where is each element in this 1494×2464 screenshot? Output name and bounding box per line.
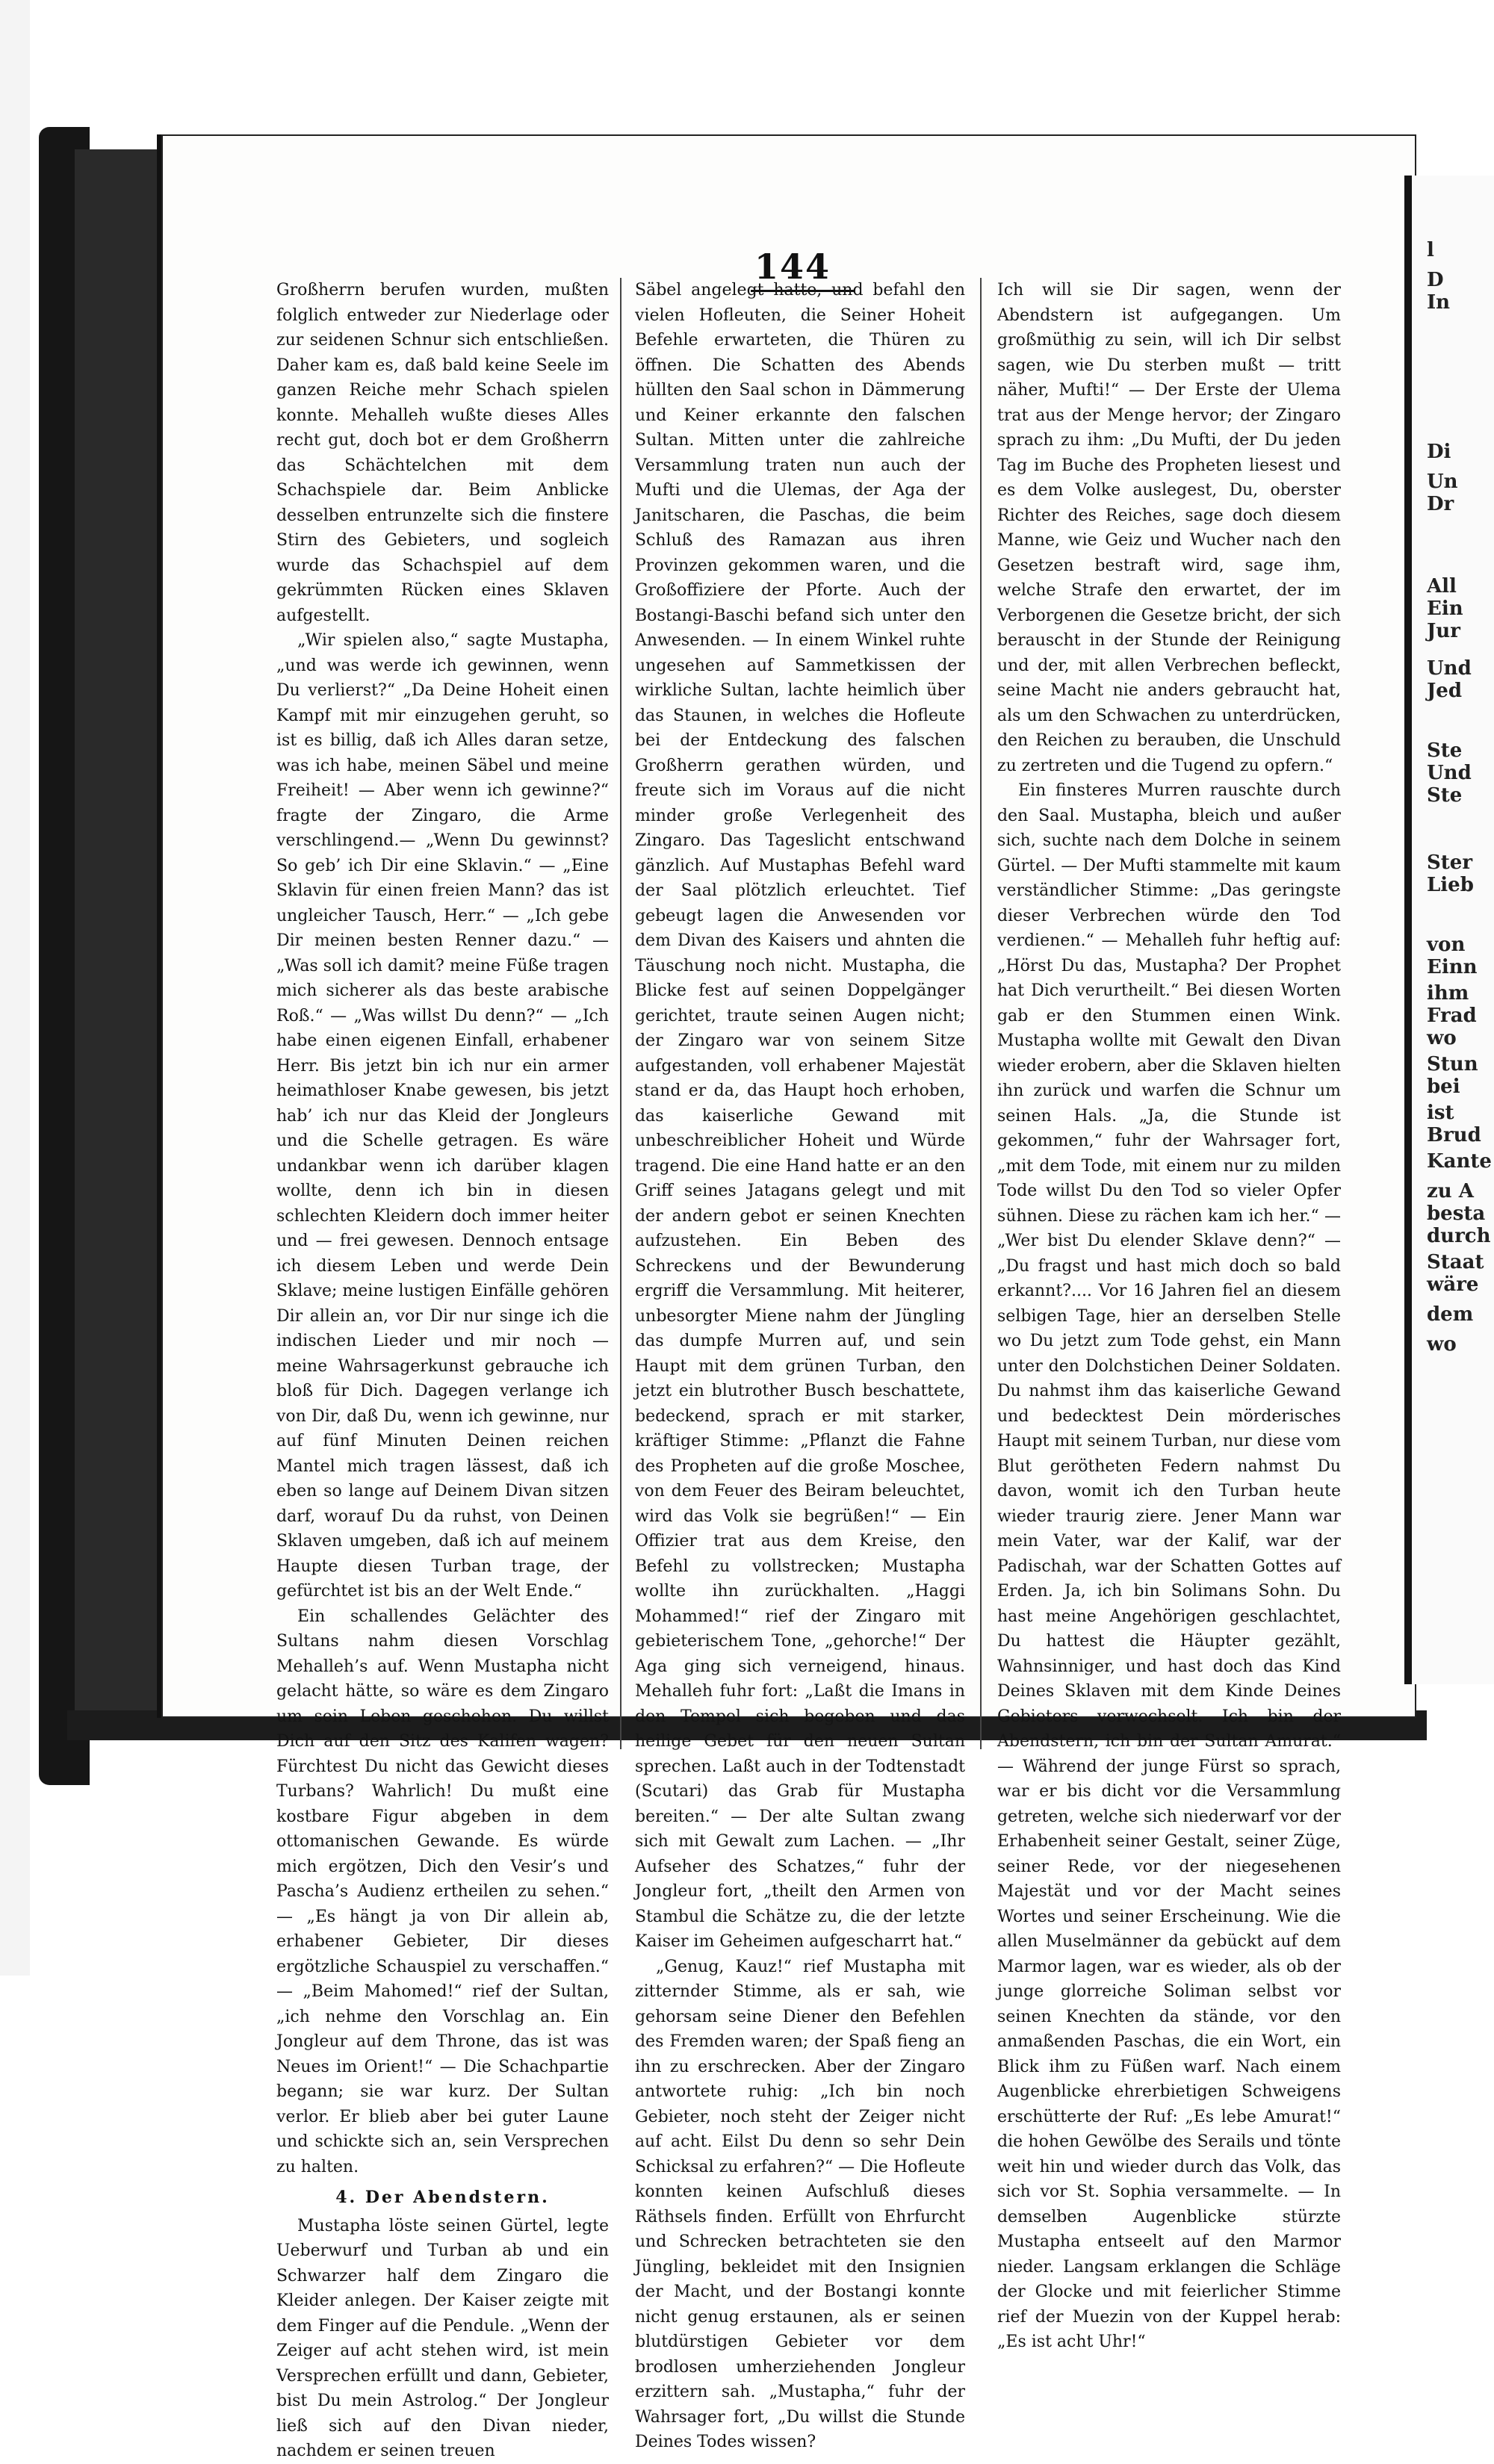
adjacent-page-text-fragment: D (1427, 269, 1444, 291)
section-heading: 4. Der Abendstern. (335, 2188, 550, 2207)
adjacent-page-text-fragment: Dr (1427, 493, 1454, 515)
adjacent-page-text-fragment: bei (1427, 1076, 1460, 1098)
paragraph: Ein schallendes Gelächter des Sultans nahm diesen Vorschlag Mehalleh’s auf. Wenn Mustapha nicht gelacht hätte, so wäre es dem Zingaro um sein Leben geschehen. Du willst Dich auf den Sitz des Kalifen wagen? Fürchtest Du nicht das Gewicht dieses Turbans? Wahrlich! Du mußt eine kostbare Figur abgeben in dem ottomanischen Gewande. Es würde mich ergötzen, Dich den Vesir’s und Pascha’s Audienz ertheilen zu sehen.“ — „Es hängt ja von Dir allein ab, erhabener Gebieter, Dir dieses ergötzliche Schauspiel zu verschaffen.“ — „Beim Mahomed!“ rief der Sultan, „ich nehme den Vorschlag an. Ein Jongleur auf dem Throne, das ist was Neues im Orient!“ — Die Schachpartie begann; sie war kurz. Der Sultan verlor. Er blieb aber bei guter Laune und schickte sich an, sein Versprechen zu halten. (276, 1607, 609, 2176)
adjacent-page-text-fragment: ist (1427, 1102, 1454, 1124)
adjacent-page-text-fragment: Kante (1427, 1150, 1492, 1173)
text-column-3 (997, 278, 1341, 2355)
adjacent-page-text-fragment: wo (1427, 1027, 1457, 1049)
adjacent-page-text-fragment: All (1427, 575, 1457, 598)
adjacent-page-text-fragment: Frad (1427, 1005, 1477, 1027)
paragraph: Mustapha löste seinen Gürtel, legte Ueberwurf und Turban ab und ein Schwarzer half dem Zingaro die Kleider anlegen. Der Kaiser zeigte mit dem Finger auf die Pendule. „Wenn der Zeiger auf acht stehen wird, ist mein Versprechen erfüllt und dann, Gebieter, bist Du mein Astrolog.“ Der Jongleur ließ sich auf den Divan nieder, nachdem er seinen treuen (276, 2216, 609, 2460)
adjacent-page-text-fragment: dem (1427, 1303, 1474, 1326)
adjacent-page-text-fragment: durch (1427, 1225, 1491, 1247)
adjacent-page-text-fragment: besta (1427, 1202, 1486, 1225)
adjacent-page-fragment (1404, 176, 1494, 1684)
adjacent-page-text-fragment: Und (1427, 762, 1472, 784)
column-divider-2 (980, 278, 982, 1749)
adjacent-page-text-fragment: Un (1427, 471, 1458, 493)
paragraph: Ich will sie Dir sagen, wenn der Abendstern ist aufgegangen. Um großmüthig zu sein, will ich Dir selbst sagen, wie Du sterben mußt — tritt näher, Mufti!“ — Der Erste der Ulema trat aus der Menge hervor; der Zingaro sprach zu ihm: „Du Mufti, der Du jeden Tag im Buche des Propheten liesest und es dem Volke auslegest, Du, oberster Richter des Reiches, sage doch diesem Manne, wie Geiz und Wucher nach den Gesetzen bestraft wird, sage ihm, welche Strafe den erwartet, der im Verborgenen die Gesetze bricht, der sich berauscht in der Stunde der Reinigung und der, mit allen Verbrechen befleckt, seine Macht nie anders gebraucht hat, als um den Schwachen zu unterdrücken, den Reichen zu berauben, die Unschuld zu zertreten und die Tugend zu opfern.“ (997, 281, 1341, 775)
adjacent-page-text-fragment: l (1427, 239, 1434, 261)
adjacent-page-text-fragment: Ein (1427, 598, 1463, 620)
adjacent-page-text-fragment: Di (1427, 441, 1451, 463)
text-column-1 (276, 278, 609, 2464)
paragraph: Ein finsteres Murren rauschte durch den Saal. Mustapha, bleich und außer sich, suchte nach dem Dolche in seinem Gürtel. — Der Mufti stammelte mit kaum verständlicher Stimme: „Das geringste dieser Verbrechen würde den Tod verdienen.“ — Mehalleh fuhr heftig auf: „Hörst Du das, Mustapha? Der Prophet hat Dich verurtheilt.“ Bei diesen Worten gab er den Stummen einen Wink. Mustapha wollte mit Gewalt den Divan wieder erobern, aber die Sklaven hielten ihn zurück und warfen die Schnur um seinen Hals. „Ja, die Stunde ist gekommen,“ fuhr der Wahrsager fort, „mit dem Tode, mit einem nur zu milden Tode willst Du den Tod so vieler Opfer sühnen. Diese zu rächen kam ich her.“ — „Wer bist Du elender Sklave denn?“ — „Du fragst und hast mich doch so bald erkannt?.... Vor 16 Jahren fiel an diesem selbigen Tage, hier an derselben Stelle wo Du jetzt zum Tode gehst, ein Mann unter den Dolchstichen Deiner Soldaten. Du nahmst ihm das kaiserliche Gewand und bedecktest Dein mörderisches Haupt mit seinem Turban, nur diese vom Blut gerötheten Federn nahmst Du davon, womit ich den Turban heute wieder traurig ziere. Jener Mann war mein Vater, war der Kalif, war der Padischah, war der Schatten Gottes auf Erden. Ja, ich bin Solimans Sohn. Du hast meine Angehörigen geschlachtet, Du hattest die Häupter gezählt, Wahnsinniger, und hast doch das Kind Deines Sklaven mit dem Kinde Deines Gebieters verwechselt. Ich bin der Abendstern, ich bin der Sultan Amurat.“ — Während der junge Fürst so sprach, war er bis dicht vor die Versammlung getreten, welche sich niederwarf vor der Erhabenheit seiner Gestalt, seiner Züge, seiner Rede, vor der niegesehenen Majestät und vor der Macht seines Wortes und seiner Erscheinung. Wie die allen Muselmänner da gebückt auf dem Marmor lagen, war es wieder, als ob der junge glorreiche Soliman selbst vor seinen Knechten da stände, vor den anmaßenden Paschas, die ein Wort, ein Blick ihm zu Füßen warf. Nach einem Augenblicke ehrerbietigen Schweigens erschütterte der Ruf: „Es lebe Amurat!“ die hohen Gewölbe des Serails und tönte weit hin und wieder durch das Volk, das sich vor St. Sophia versammelte. — In demselben Augenblicke stürzte Mustapha entseelt auf den Marmor nieder. Langsam erklangen die Schläge der Glocke und mit feierlicher Stimme rief der Muezin von der Kuppel herab: „Es ist acht Uhr!“ (997, 781, 1341, 2351)
adjacent-page-text-fragment: Jur (1427, 620, 1460, 642)
adjacent-page-text-fragment: Ste (1427, 784, 1463, 807)
adjacent-page-text-fragment: Ster (1427, 851, 1473, 874)
adjacent-page-text-fragment: wo (1427, 1333, 1457, 1356)
adjacent-page-text-fragment: Jed (1427, 680, 1463, 702)
paragraph: „Genug, Kauz!“ rief Mustapha mit zitternder Stimme, als er sah, wie gehorsam seine Diener den Befehlen des Fremden waren; der Spaß fieng an ihn zu erschrecken. Aber der Zingaro antwortete ruhig: „Ich bin noch Gebieter, noch steht der Zeiger nicht auf acht. Eilst Du denn so sehr Dein Schicksal zu erfahren?“ — Die Hofleute konnten keinen Aufschluß dieses Räthsels finden. Erfüllt von Ehrfurcht und Schrecken betrachteten sie den Jüngling, bekleidet mit den Insignien der Macht, und der Bostangi konnte nicht genug erstaunen, als er seinen blutdürstigen Gebieter vor dem brodlosen umherziehenden Jongleur erzittern sah. „Mustapha,“ fuhr der Wahrsager fort, „Du willst die Stunde Deines Todes wissen? (635, 1957, 965, 2451)
text-column-2 (635, 278, 965, 2455)
paragraph: „Wir spielen also,“ sagte Mustapha, „und was werde ich gewinnen, wenn Du verlierst?“ „Da Deine Hoheit einen Kampf mit mir einzugehen geruht, so ist es billig, daß ich Alles daran setze, was ich habe, meinen Säbel und meine Freiheit! — Aber wenn ich gewinne?“ fragte der Zingaro, die Arme verschlingend.— „Wenn Du gewinnst? So geb’ ich Dir eine Sklavin.“ — „Eine Sklavin für einen freien Mann? das ist ungleicher Tausch, Herr.“ — „Ich gebe Dir meinen besten Renner dazu.“ — „Was soll ich damit? meine Füße tragen mich sicherer als das beste arabische Roß.“ — „Was willst Du denn?“ — „Ich habe einen eigenen Einfall, erhabener Herr. Bis jetzt bin ich nur ein armer heimathloser Knabe gewesen, bis jetzt hab’ ich nur das Kleid der Jongleurs und die Schelle getragen. Es wäre undankbar wenn ich darüber klagen wollte, denn ich bin in diesen schlechten Kleidern doch immer heiter und — frei gewesen. Dennoch entsage ich diesem Leben und werde Dein Sklave; meine lustigen Einfälle gehören Dir allein an, vor Dir nur singe ich die indischen Lieder und mir noch — meine Wahrsagerkunst gebrauche ich bloß für Dich. Dagegen verlange ich von Dir, daß Du, wenn ich gewinne, nur auf fünf Minuten Deinen reichen Mantel mich tragen lässest, daß ich eben so lange auf Deinem Divan sitzen darf, worauf Du da ruhst, von Deinen Sklaven umgeben, daß ich auf meinem Haupte diesen Turban trage, der gefürchtet ist bis an der Welt Ende.“ (276, 631, 609, 1601)
adjacent-page-text-fragment: Einn (1427, 956, 1478, 978)
paragraph: Säbel angelegt hatte, und befahl den vielen Hofleuten, die Seiner Hoheit Befehle erwarteten, die Thüren zu öffnen. Die Schatten des Abends hüllten den Saal schon in Dämmerung und Keiner erkannte den falschen Sultan. Mitten unter die zahlreiche Versammlung traten nun auch der Mufti und die Ulemas, der Aga der Janitscharen, die Paschas, die beim Schluß des Ramazan aus ihren Provinzen gekommen waren, und die Großoffiziere der Pforte. Auch der Bostangi-Baschi befand sich unter den Anwesenden. — In einem Winkel ruhte ungesehen auf Sammetkissen der wirkliche Sultan, lachte heimlich über das Staunen, in welches die Hofleute bei der Entdeckung des falschen Großherrn gerathen würden, und freute sich im Voraus auf die nicht minder große Verlegenheit des Zingaro. Das Tageslicht entschwand gänzlich. Auf Mustaphas Befehl ward der Saal plötzlich erleuchtet. Tief gebeugt lagen die Anwesenden vor dem Divan des Kaisers und ahnten die Täuschung noch nicht. Mustapha, die Blicke fest auf seinen Doppelgänger gerichtet, traute seinen Augen nicht; der Zingaro war von seinem Sitze aufgestanden, voll erhabener Majestät stand er da, das Haupt hoch erhoben, das kaiserliche Gewand mit unbeschreiblicher Hoheit und Würde tragend. Die eine Hand hatte er an den Griff seines Jatagans gelegt und mit der andern gebot er seinen Knechten aufzustehen. Ein Beben des Schreckens und der Bewunderung ergriff die Versammlung. Mit heiterer, unbesorgter Miene nahm der Jüngling das dumpfe Murren auf, und sein Haupt mit dem grünen Turban, den jetzt ein blutrother Busch beschattete, bedeckend, sprach er mit starker, kräftiger Stimme: „Pflanzt die Fahne des Propheten auf die große Moschee, von dem Feuer des Beiram beleuchtet, wird das Volk sie begrüßen!“ — Ein Offizier trat aus dem Kreise, den Befehl zu vollstrecken; Mustapha wollte ihn zurückhalten. „Haggi Mohammed!“ rief der Zingaro mit gebieterischem Tone, „gehorche!“ Der Aga ging sich verneigend, hinaus. Mehalleh fuhr fort: „Laßt die Imans in den Tempel sich begeben und das heilige Gebet für den neuen Sultan sprechen. Laßt auch in der Todtenstadt (Scutari) das Grab für Mustapha bereiten.“ — Der alte Sultan zwang sich mit Gewalt zum Lachen. — „Ihr Aufseher des Schatzes,“ fuhr der Jongleur fort, „theilt den Armen von Stambul die Schätze zu, die der letzte Kaiser im Geheimen aufgescharrt hat.“ (635, 281, 965, 1951)
adjacent-page-text-fragment: Und (1427, 657, 1472, 680)
adjacent-page-text-fragment: Lieb (1427, 874, 1474, 896)
paragraph: Großherrn berufen wurden, mußten folglich entweder zur Niederlage oder zur seidenen Schnur sich entschließen. Daher kam es, daß bald keine Seele im ganzen Reiche mehr Schach spielen konnte. Mehalleh wußte dieses Alles recht gut, doch bot er dem Großherrn das Schächtelchen mit dem Schachspiele dar. Beim Anblicke desselben entrunzelte sich die finstere Stirn des Gebieters, und sogleich wurde das Schachspiel auf dem gekrümmten Rücken eines Sklaven aufgestellt. (276, 281, 609, 625)
column-divider-1 (620, 278, 622, 1749)
scan-margin-left (0, 0, 30, 1976)
adjacent-page-text-fragment: ihm (1427, 982, 1469, 1005)
adjacent-page-text-fragment: Staat (1427, 1251, 1484, 1273)
adjacent-page-text-fragment: Ste (1427, 739, 1463, 762)
adjacent-page-text-fragment: zu A (1427, 1180, 1474, 1202)
adjacent-page-text-fragment: wäre (1427, 1273, 1479, 1296)
adjacent-page-text-fragment: Brud (1427, 1124, 1481, 1146)
adjacent-page-text-fragment: In (1427, 291, 1451, 314)
adjacent-page-text-fragment: Stun (1427, 1053, 1478, 1076)
adjacent-page-text-fragment: von (1427, 934, 1466, 956)
page-number: 144 (754, 246, 831, 287)
